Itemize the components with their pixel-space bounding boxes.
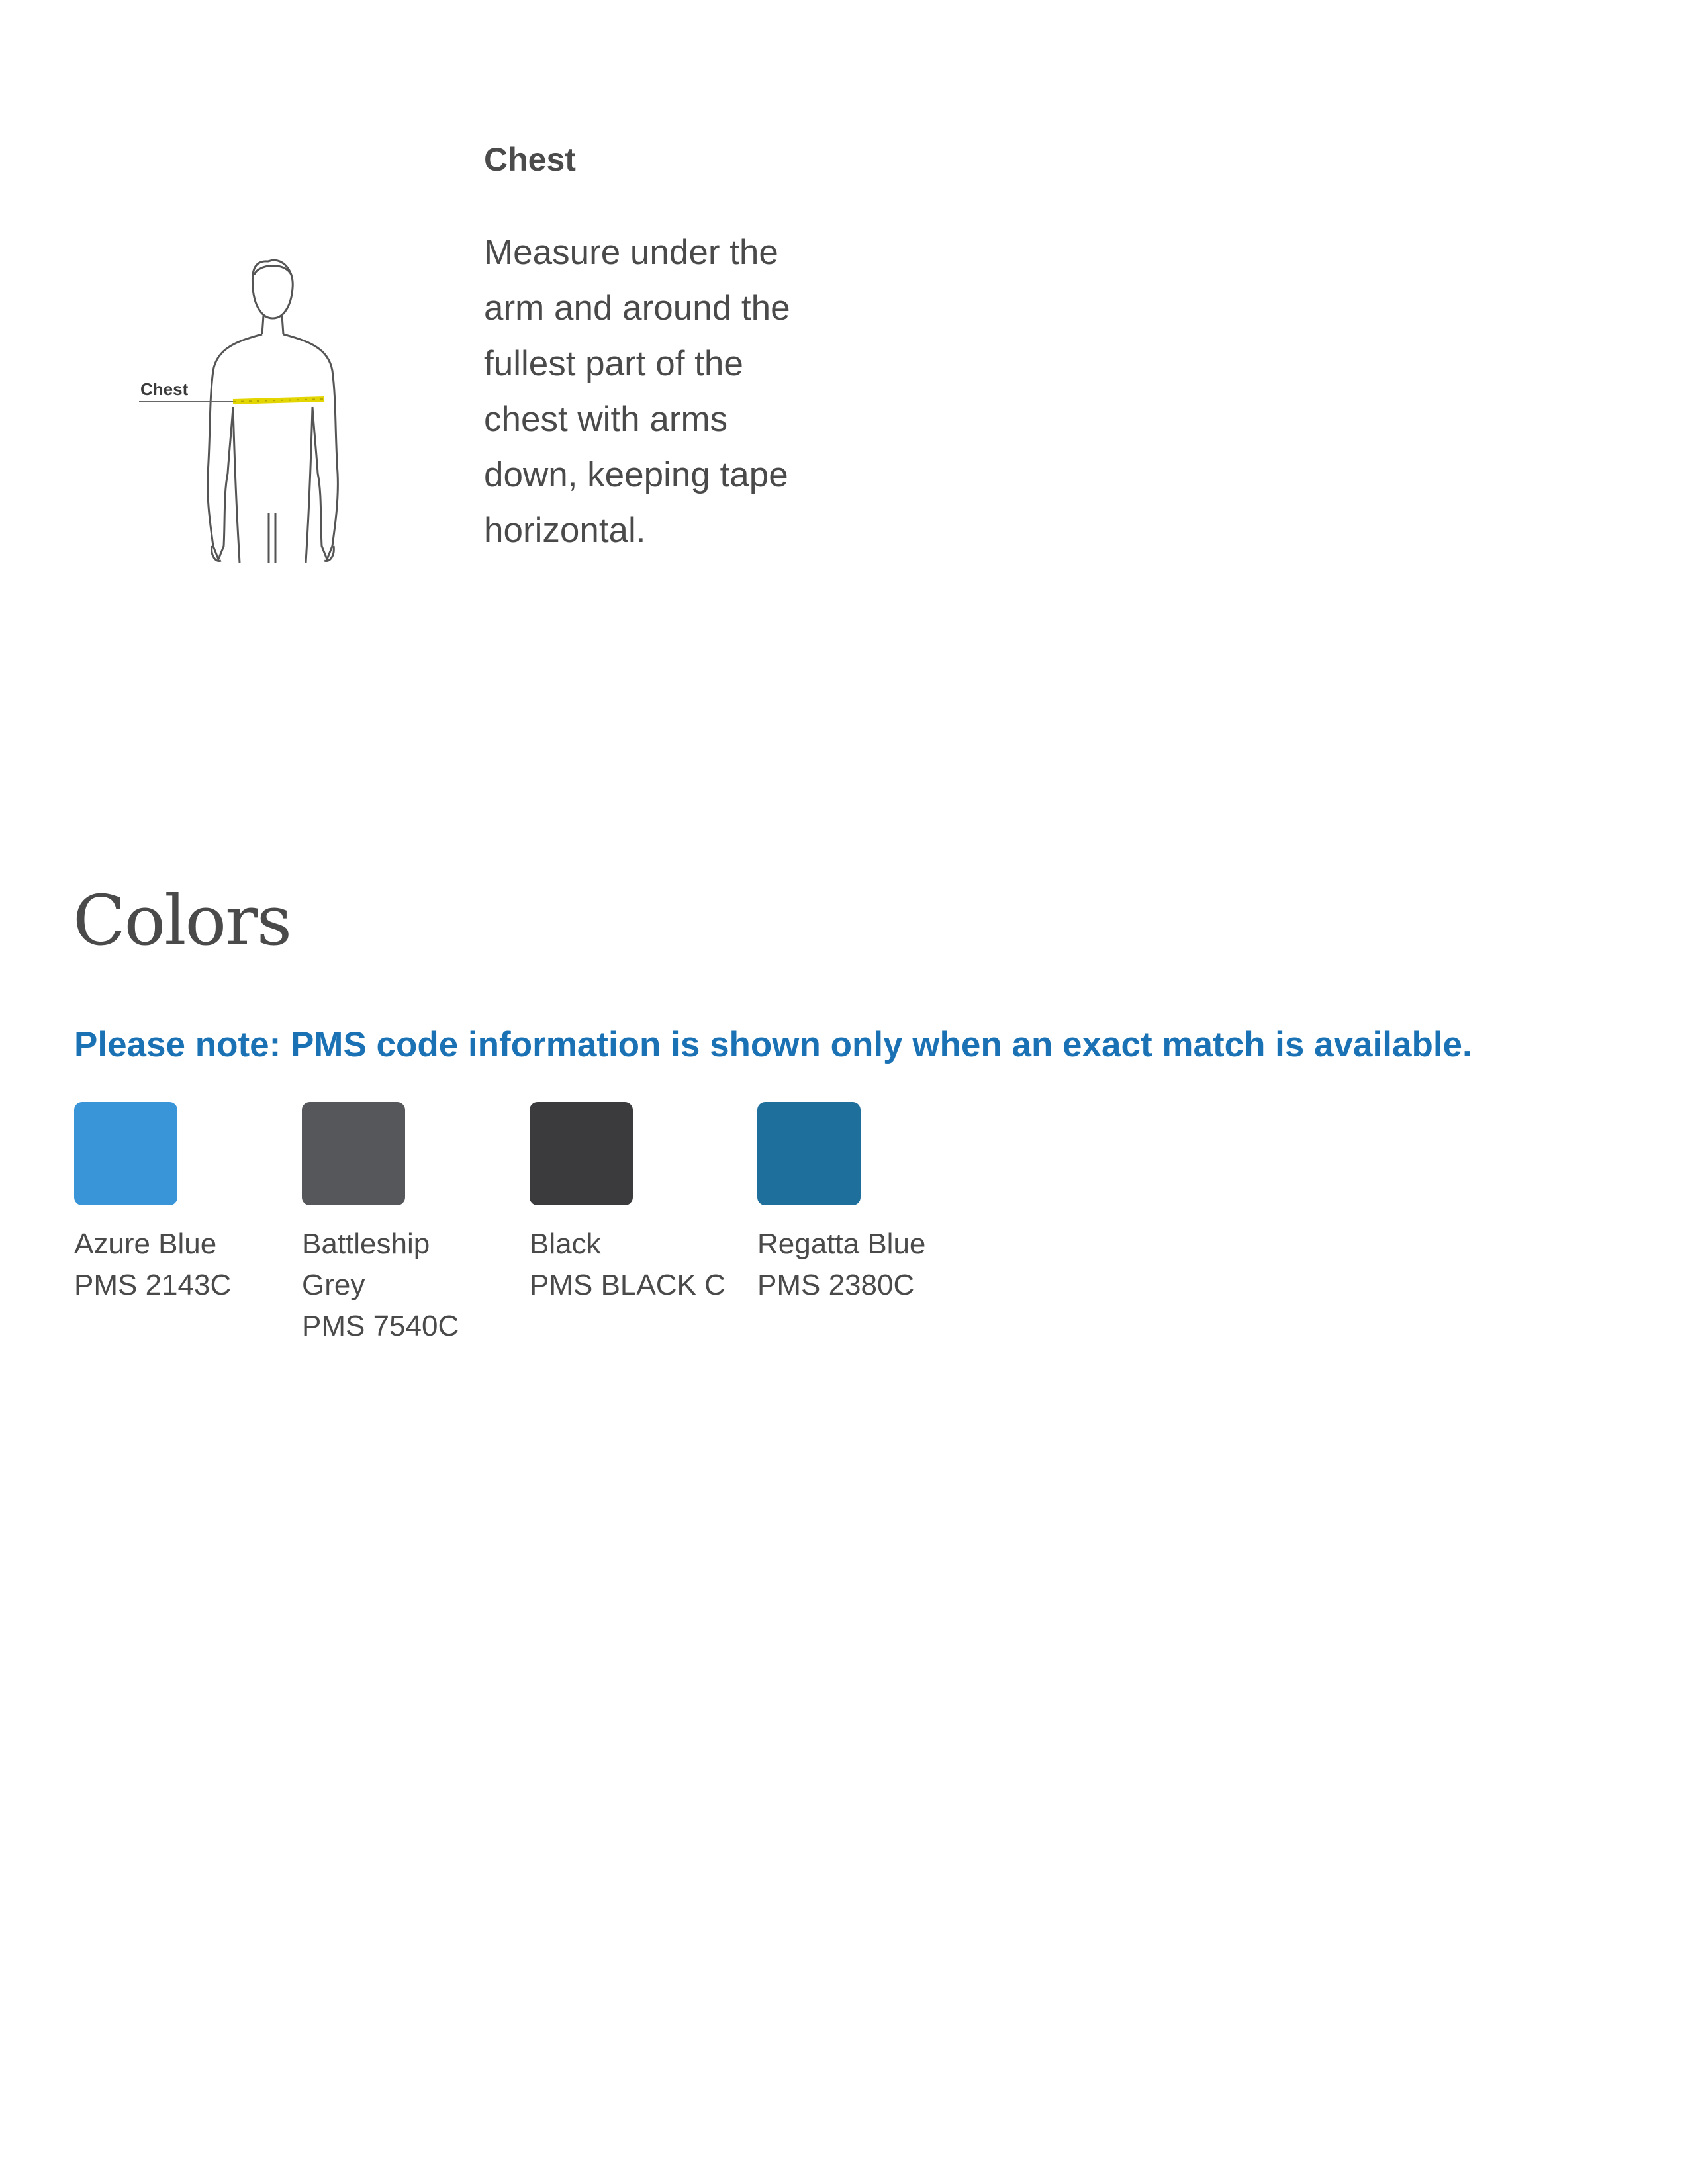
- color-swatch: [302, 1102, 405, 1205]
- pms-note: Please note: PMS code information is shown only when an exact match is available.: [74, 1025, 1472, 1064]
- swatch-pms-code: PMS 2143C: [74, 1269, 232, 1301]
- swatch-pms-code: PMS 7540C: [302, 1310, 459, 1342]
- swatch-item-battleship-grey: [302, 1102, 530, 1347]
- measurement-title: Chest: [484, 141, 576, 178]
- swatch-name: Azure Blue: [74, 1228, 217, 1260]
- swatch-name: Black: [530, 1228, 601, 1260]
- colors-heading: Colors: [73, 880, 291, 961]
- chest-figure-label: Chest: [140, 379, 189, 399]
- color-swatch: [74, 1102, 177, 1205]
- color-swatch-list: [74, 1102, 985, 1347]
- color-swatch: [530, 1102, 633, 1205]
- swatch-item-regatta-blue: [757, 1102, 985, 1347]
- chest-measurement-diagram: [132, 255, 371, 572]
- chest-tape-line: [233, 399, 324, 402]
- swatch-pms-code: PMS BLACK C: [530, 1269, 726, 1301]
- swatch-pms-code: PMS 2380C: [757, 1269, 915, 1301]
- swatch-name: Battleship Grey: [302, 1228, 430, 1301]
- color-swatch: [757, 1102, 861, 1205]
- measurement-description: Measure under the arm and around the fullest part of the chest with arms down, keeping tape horizontal.: [484, 233, 790, 550]
- body-outline-illustration: [132, 255, 371, 572]
- swatch-name: Regatta Blue: [757, 1228, 926, 1260]
- swatch-item-azure-blue: [74, 1102, 302, 1347]
- swatch-item-black: [530, 1102, 757, 1347]
